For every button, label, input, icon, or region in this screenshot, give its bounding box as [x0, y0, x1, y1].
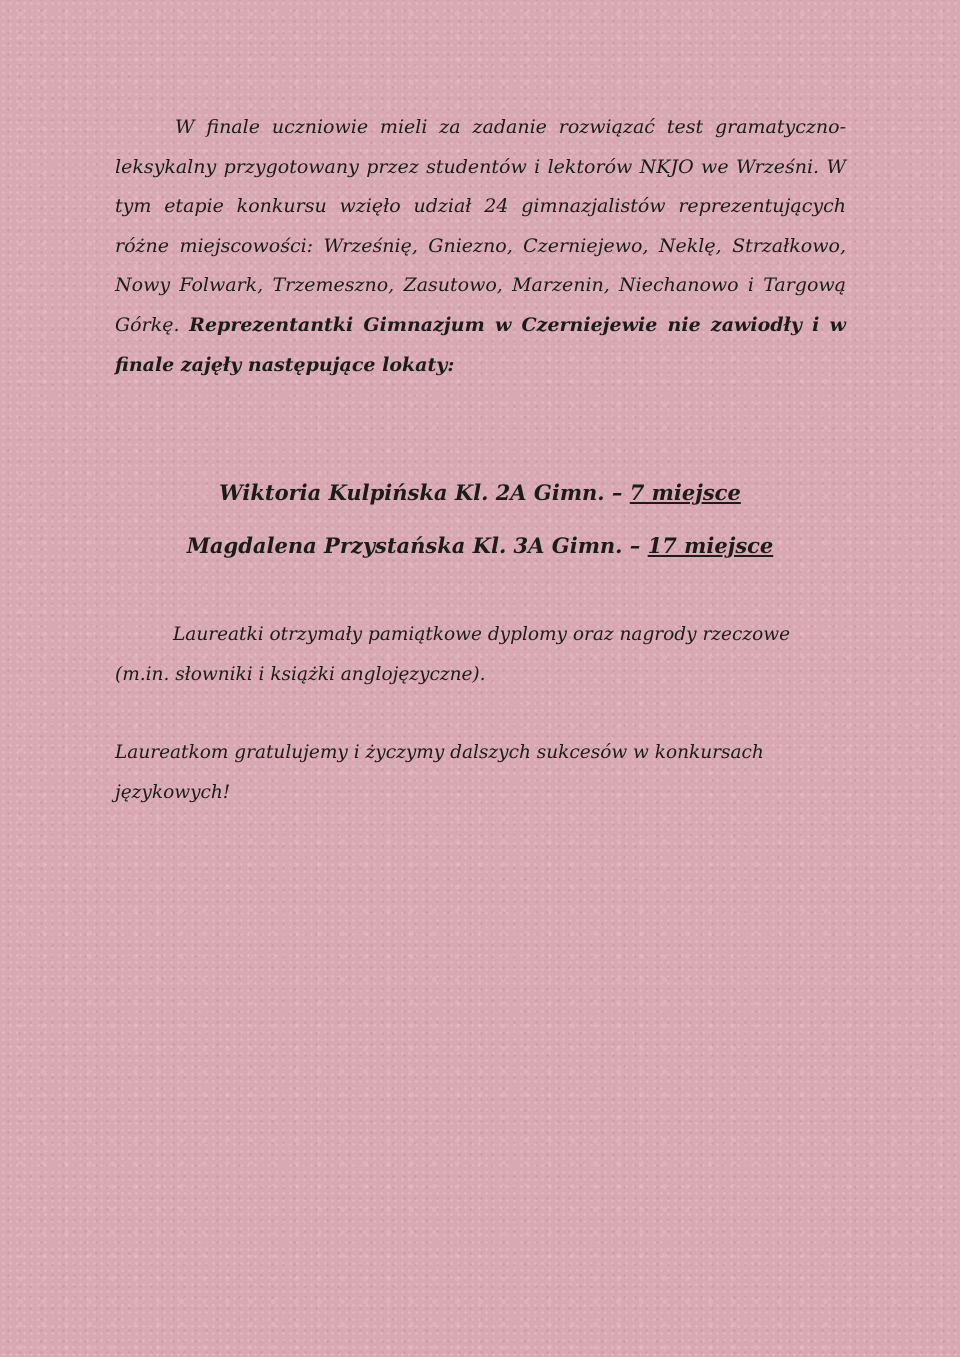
- winner-name-2: Magdalena Przystańska Kl. 3A Gimn. –: [186, 533, 648, 558]
- intro-text: W finale uczniowie mieli za zadanie rozwiązać test gramatyczno-leksykalny przygotowany przez studentów i lektorów NKJO we Wrześni. W tym etapie konkursu wzięło udział 24 gimnazjalistów reprezentujących różne miejscowości: Wrześnię, Gniezno, Czerniejewo, Neklę, Strzałkowo, Nowy Folwark, Trzemeszno, Zasutowo, Marzenin, Niechanowo i Targową Górkę.: [115, 116, 846, 336]
- winner-place-2: 17 miejsce: [647, 533, 774, 558]
- winner-line-2: [0, 533, 960, 558]
- prizes-paragraph: Laureatki otrzymały pamiątkowe dyplomy oraz nagrody rzeczowe (m.in. słowniki i książki anglojęzyczne).: [115, 624, 791, 685]
- intro-paragraph: [115, 108, 846, 385]
- intro-bold-text: Reprezentantki Gimnazjum w Czerniejewie nie zawiodły i w finale zajęły następujące lokaty:: [115, 313, 846, 376]
- winner-place-1: 7 miejsce: [629, 480, 741, 505]
- winner-line-1: [0, 480, 960, 505]
- congrats-paragraph: Laureatkom gratulujemy i życzymy dalszych sukcesów w konkursach językowych!: [115, 742, 764, 803]
- winner-name-1: Wiktoria Kulpińska Kl. 2A Gimn. –: [219, 480, 630, 505]
